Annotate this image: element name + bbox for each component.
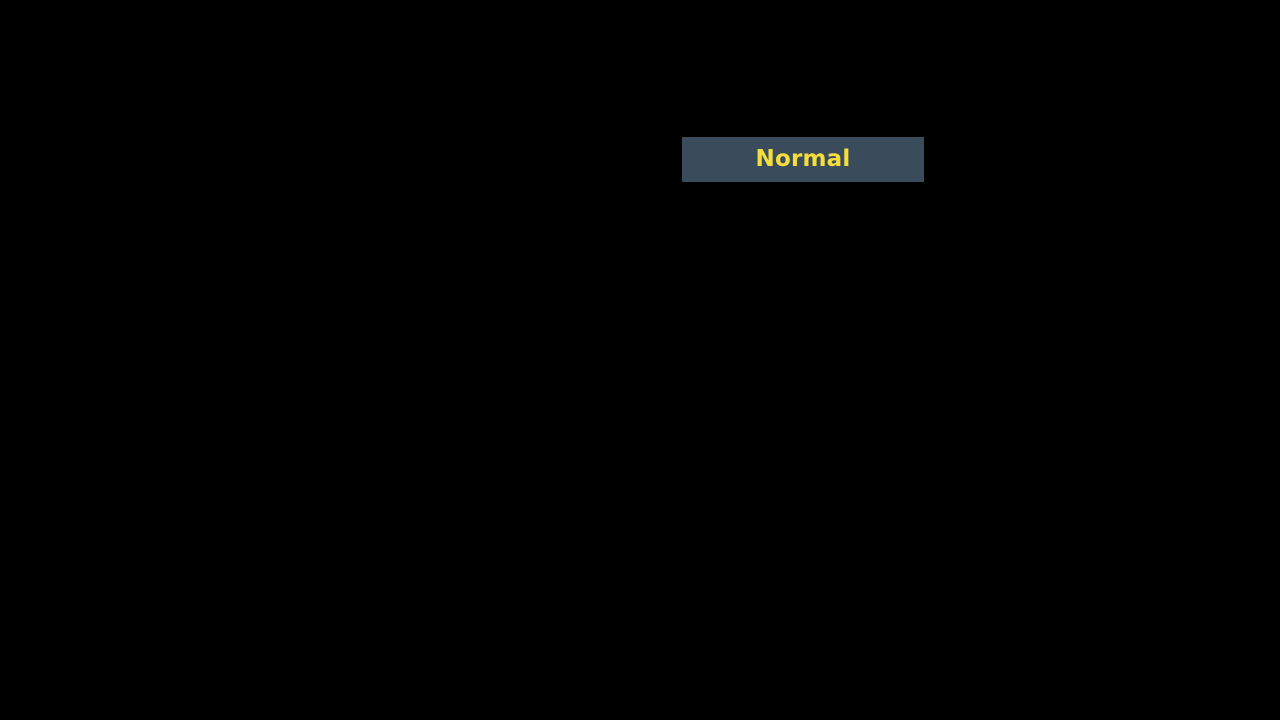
mode-banner[interactable] bbox=[682, 137, 924, 182]
mode-banner-label: Normal bbox=[755, 146, 851, 172]
